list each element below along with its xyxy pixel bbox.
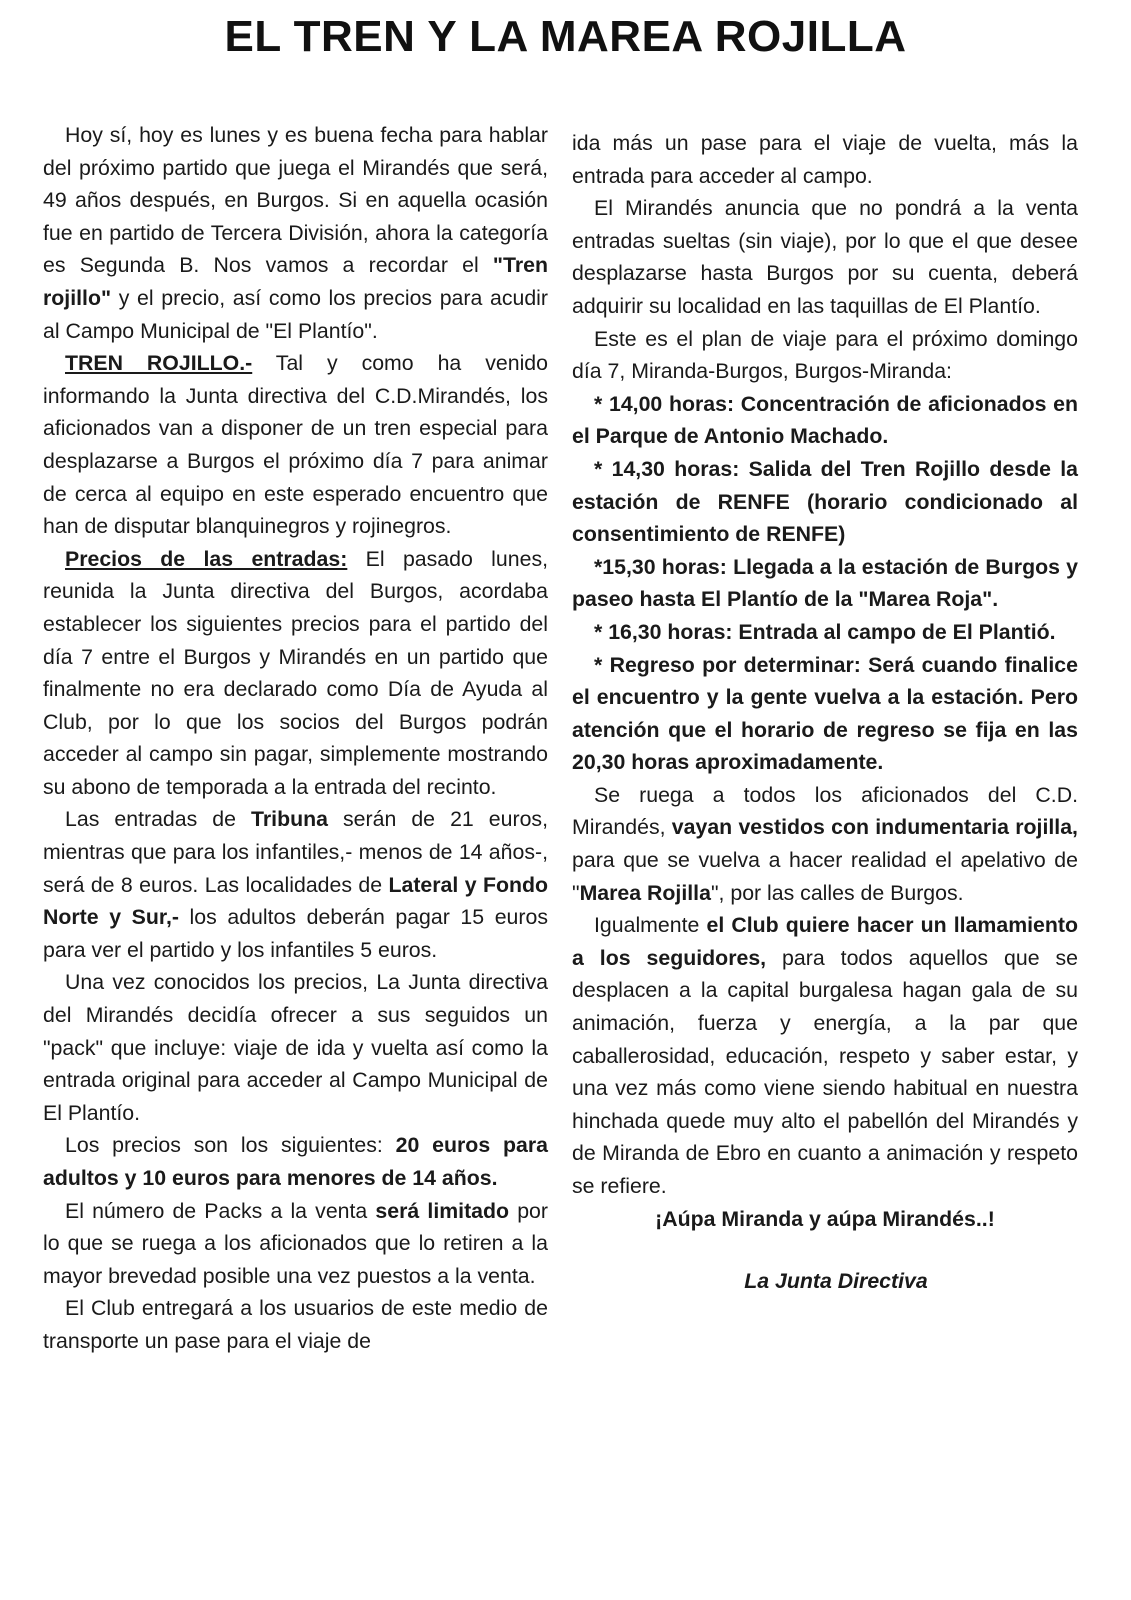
dress-code-paragraph: Se ruega a todos los aficionados del C.D. Mirandés, vayan vestidos con indumentaria rojilla, para que se vuelva a hacer realidad el apelativo de "Marea Rojilla", por las calles de Burgos. <box>572 782 1078 905</box>
closing-cheer: ¡Aúpa Miranda y aúpa Mirandés..! <box>655 1206 995 1231</box>
pack-prices-paragraph: Los precios son los siguientes: 20 euros para adultos y 10 euros para menores de 14 años. <box>43 1133 548 1190</box>
tren-rojillo-paragraph: TREN ROJILLO.- Tal y como ha venido informando la Junta directiva del C.D.Mirandés, los aficionados van a disponer de un tren especial para desplazarse a Burgos el próximo día 7 para animar de cerca al equipo en este esperado encuentro que han de disputar blanquinegros y rojinegros. <box>43 351 548 539</box>
appeal-paragraph: Igualmente el Club quiere hacer un llamamiento a los seguidores, para todos aquellos que se desplacen a la capital burgalesa hagan gala de su animación, fuerza y energía, a la par que caballerosidad, educación, respeto y saber estar, y una vez más como viene siendo habitual en nuestra hinchada quede muy alto el pabellón del Mirandés y de Miranda de Ebro en cuanto a animación y respeto se refiere. <box>572 913 1079 1198</box>
schedule-item-3: *15,30 horas: Llegada a la estación de Burgos y paseo hasta El Plantío de la "Marea Roja". <box>572 554 1078 612</box>
pase-paragraph: El Club entregará a los usuarios de este medio de transporte un pase para el viaje de <box>43 1296 548 1353</box>
no-tickets-paragraph: El Mirandés anuncia que no pondrá a la venta entradas sueltas (sin viaje), por lo que el que desee desplazarse hasta Burgos por su cuenta, deberá adquirir su localidad en las taquillas de El Plantío. <box>572 196 1078 318</box>
section-heading-precios: Precios de las entradas: <box>65 546 348 571</box>
right-column <box>572 127 1078 1298</box>
section-heading-tren: TREN ROJILLO.- <box>65 351 253 376</box>
left-column <box>43 119 548 1358</box>
schedule-item-2: * 14,30 horas: Salida del Tren Rojillo desde la estación de RENFE (horario condicionado al consentimiento de RENFE) <box>572 456 1078 547</box>
pack-paragraph: Una vez conocidos los precios, La Junta directiva del Mirandés decidía ofrecer a sus seguidos un "pack" que incluye: viaje de ida y vuelta así como la entrada original para acceder al Campo Municipal de El Plantío. <box>43 970 548 1125</box>
schedule-item-1: * 14,00 horas: Concentración de aficionados en el Parque de Antonio Machado. <box>572 391 1078 449</box>
schedule-item-5: * Regreso por determinar: Será cuando finalice el encuentro y la gente vuelva a la estación. Pero atención que el horario de regreso se fija en las 20,30 horas aproximadamente. <box>572 652 1078 775</box>
pase-continuation-paragraph: ida más un pase para el viaje de vuelta, más la entrada para acceder al campo. <box>572 131 1078 188</box>
entradas-paragraph: Las entradas de Tribuna serán de 21 euros, mientras que para los infantiles,- menos de 14 años-, será de 8 euros. Las localidades de Lateral y Fondo Norte y Sur,- los adultos deberán pagar 15 euros para ver el partido y los infantiles 5 euros. <box>43 807 548 962</box>
intro-paragraph: Hoy sí, hoy es lunes y es buena fecha para hablar del próximo partido que juega el Mirandés que será, 49 años después, en Burgos. Si en aquella ocasión fue en partido de Tercera División, ahora la categoría es Segunda B. Nos vamos a recordar el "Tren rojillo" y el precio, así como los precios para acudir al Campo Municipal de "El Plantío". <box>43 123 548 343</box>
page-title: EL TREN Y LA MAREA ROJILLA <box>224 12 907 61</box>
signature: La Junta Directiva <box>744 1269 928 1294</box>
schedule-item-4: * 16,30 horas: Entrada al campo de El Plantió. <box>594 619 1056 644</box>
travel-plan-intro: Este es el plan de viaje para el próximo domingo día 7, Miranda-Burgos, Burgos-Miranda: <box>572 326 1078 384</box>
precios-paragraph: Precios de las entradas: El pasado lunes, reunida la Junta directiva del Burgos, acordaba establecer los siguientes precios para el partido del día 7 entre el Burgos y Mirandés en un partido que finalmente no era declarado como Día de Ayuda al Club, por lo que los socios del Burgos podrán acceder al campo sin pagar, simplemente mostrando su abono de temporada a la entrada del recinto. <box>43 546 549 799</box>
limited-paragraph: El número de Packs a la venta será limitado por lo que se ruega a los aficionados que lo retiren a la mayor brevedad posible una vez puestos a la venta. <box>43 1198 548 1288</box>
